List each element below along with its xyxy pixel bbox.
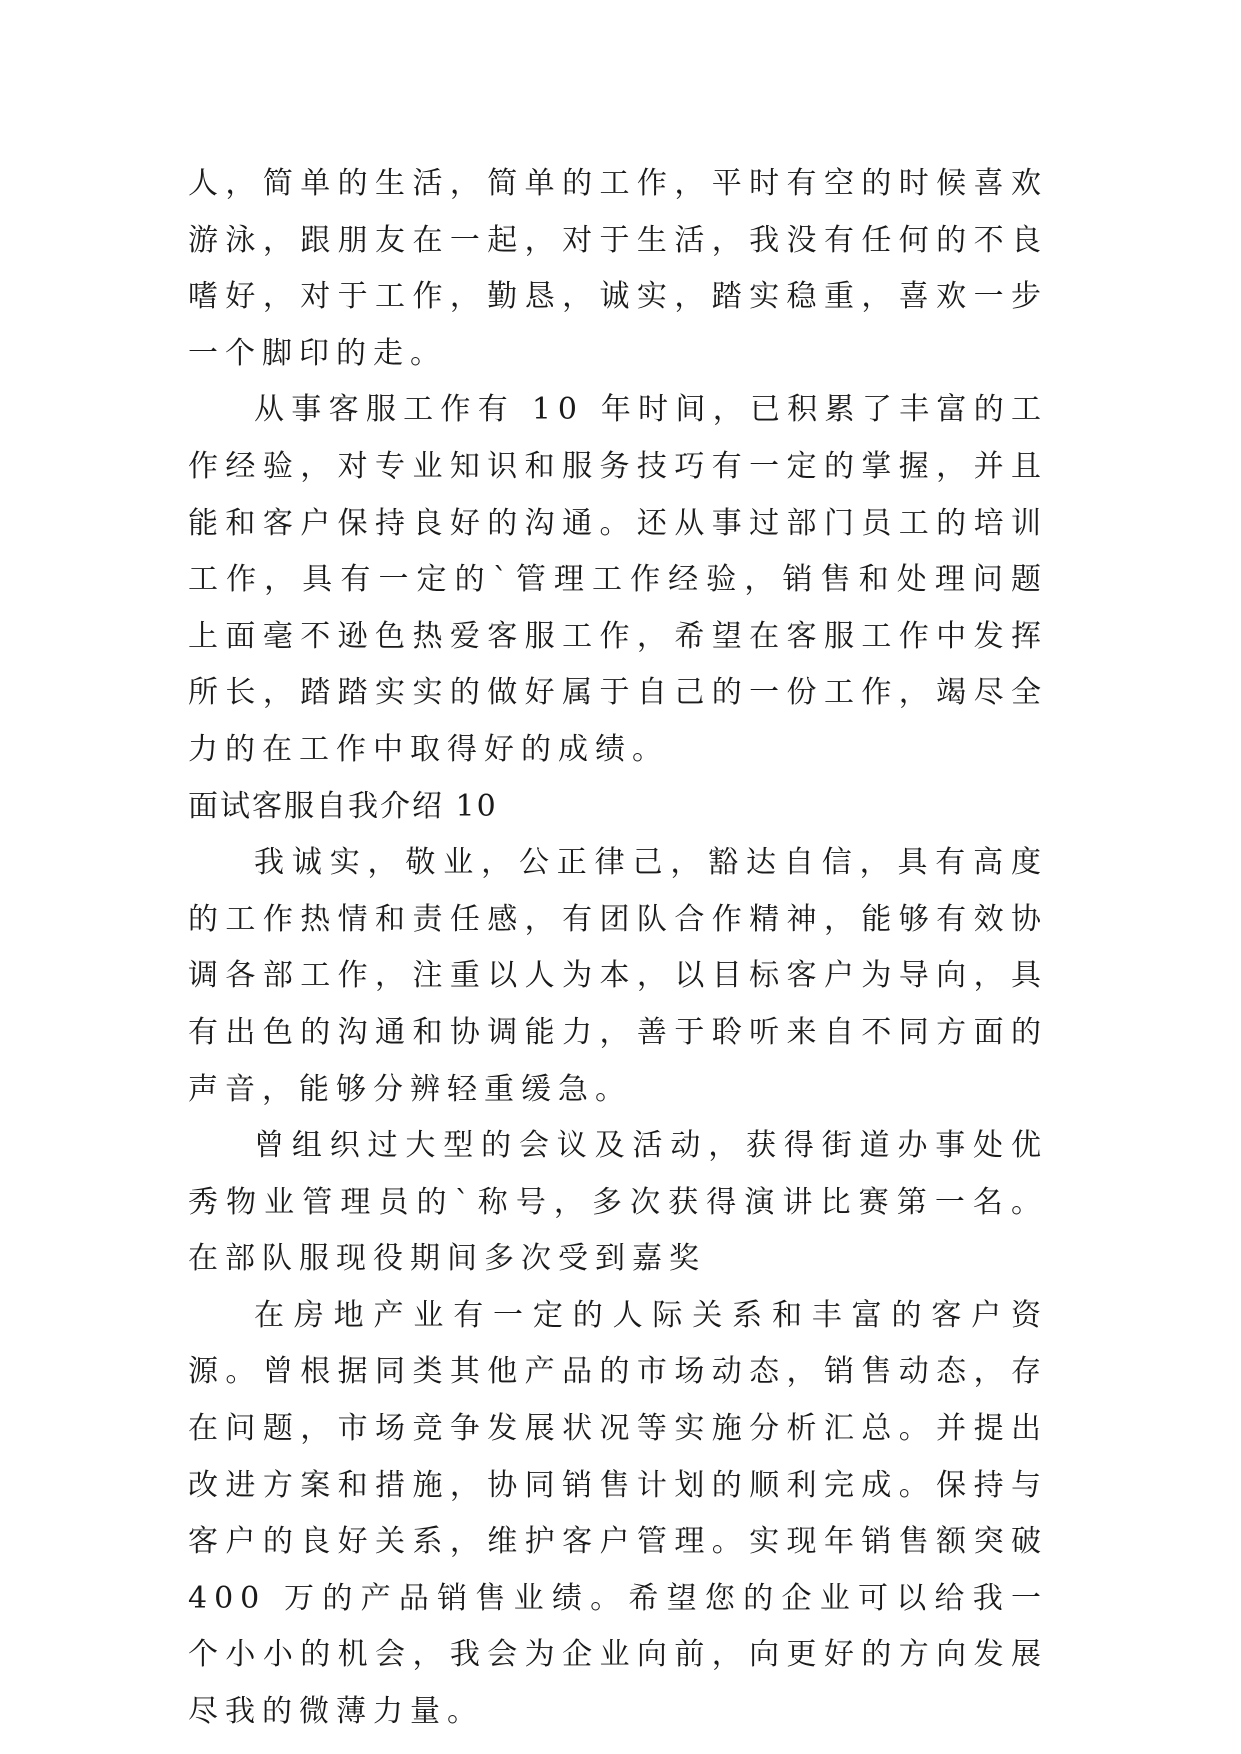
paragraph-intro-continuation: 人，简单的生活，简单的工作，平时有空的时候喜欢游泳，跟朋友在一起，对于生活，我没有任何的不良嗜好，对于工作，勤恳，诚实，踏实稳重，喜欢一步一个脚印的走。 xyxy=(188,166,1048,371)
paragraph-experience: 从事客服工作有 10 年时间，已积累了丰富的工作经验，对专业知识和服务技巧有一定的掌握，并且能和客户保持良好的沟通。还从事过部门员工的培训工作，具有一定的`管理工作经验，销售和处理问题上面毫不逊色热爱客服工作，希望在客服工作中发挥所长，踏踏实实的做好属于自己的一份工作，竭尽全力的在工作中取得好的成绩。 xyxy=(188,392,1048,767)
document-body xyxy=(188,156,1048,1741)
paragraph-sales-record: 在房地产业有一定的人际关系和丰富的客户资源。曾根据同类其他产品的市场动态，销售动态，存在问题，市场竞争发展状况等实施分析汇总。并提出改进方案和措施，协同销售计划的顺利完成。保持与客户的良好关系，维护客户管理。实现年销售额突破 400 万的产品销售业绩。希望您的企业可以给我一个小小的机会，我会为企业向前，向更好的方向发展尽我的微薄力量。 xyxy=(188,1297,1048,1730)
paragraph-achievements: 曾组织过大型的会议及活动，获得街道办事处优秀物业管理员的`称号，多次获得演讲比赛第一名。在部队服现役期间多次受到嘉奖 xyxy=(188,1128,1048,1277)
section-heading: 面试客服自我介绍 10 xyxy=(188,788,498,824)
paragraph-personality: 我诚实，敬业，公正律己，豁达自信，具有高度的工作热情和责任感，有团队合作精神，能够有效协调各部工作，注重以人为本，以目标客户为导向，具有出色的沟通和协调能力，善于聆听来自不同方面的声音，能够分辨轻重缓急。 xyxy=(188,845,1048,1107)
